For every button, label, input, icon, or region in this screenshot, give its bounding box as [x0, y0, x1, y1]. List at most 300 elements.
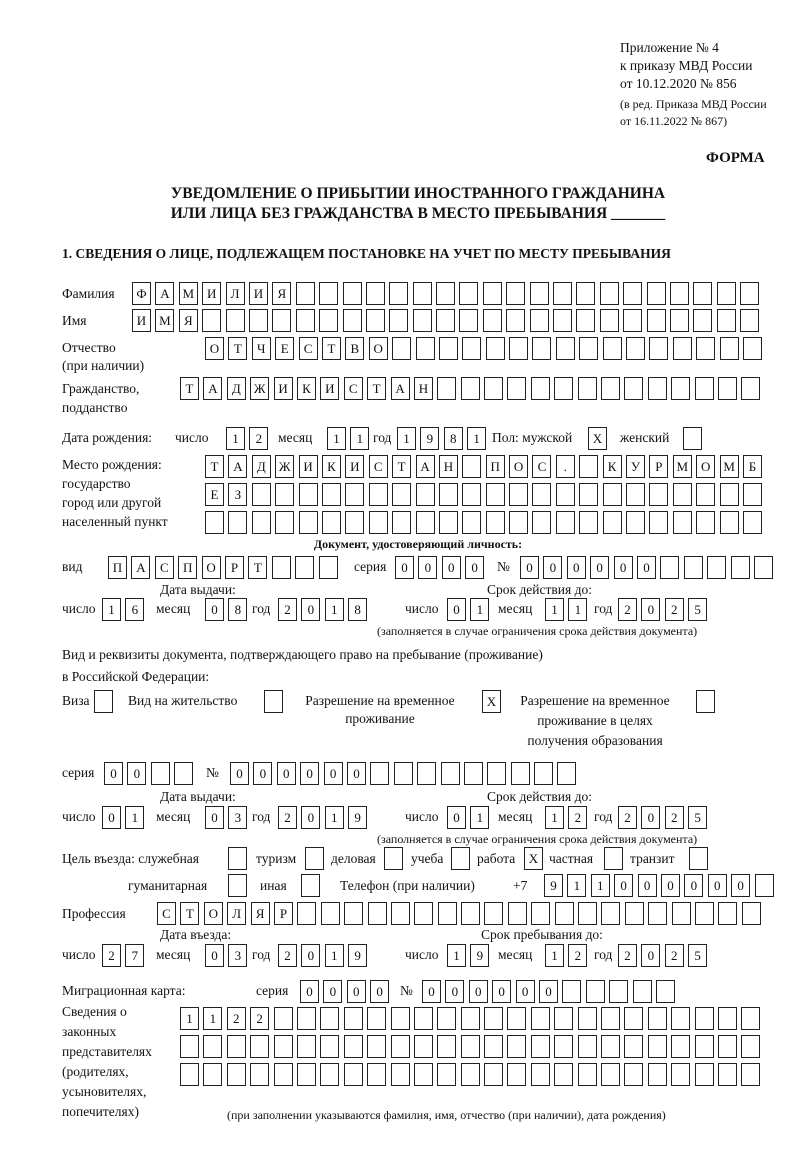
- char-cell[interactable]: 0: [442, 556, 461, 579]
- char-cell[interactable]: [671, 1035, 690, 1058]
- char-cell[interactable]: [695, 1035, 714, 1058]
- char-cell[interactable]: .: [556, 455, 575, 478]
- char-cell[interactable]: [322, 483, 341, 506]
- char-cell[interactable]: 0: [230, 762, 249, 785]
- char-cell[interactable]: [461, 902, 480, 925]
- char-cell[interactable]: [299, 511, 318, 534]
- name-field[interactable]: [132, 309, 764, 332]
- char-cell[interactable]: [647, 282, 666, 305]
- char-cell[interactable]: [707, 556, 726, 579]
- char-cell[interactable]: [461, 377, 480, 400]
- char-cell[interactable]: [624, 1035, 643, 1058]
- char-cell[interactable]: [392, 337, 411, 360]
- char-cell[interactable]: [648, 902, 667, 925]
- char-cell[interactable]: [649, 337, 668, 360]
- char-cell[interactable]: [272, 309, 291, 332]
- char-cell[interactable]: П: [486, 455, 505, 478]
- char-cell[interactable]: 3: [228, 944, 247, 967]
- char-cell[interactable]: 1: [568, 598, 587, 621]
- char-cell[interactable]: М: [179, 282, 198, 305]
- char-cell[interactable]: 0: [347, 980, 366, 1003]
- char-cell[interactable]: А: [131, 556, 150, 579]
- char-cell[interactable]: 0: [102, 806, 121, 829]
- char-cell[interactable]: [633, 980, 652, 1003]
- guardians-field-row2[interactable]: [180, 1035, 765, 1058]
- char-cell[interactable]: [601, 1035, 620, 1058]
- char-cell[interactable]: [506, 309, 525, 332]
- char-cell[interactable]: [319, 309, 338, 332]
- char-cell[interactable]: 2: [665, 598, 684, 621]
- char-cell[interactable]: [297, 902, 316, 925]
- char-cell[interactable]: [367, 1035, 386, 1058]
- purpose-study-checkbox[interactable]: [451, 847, 474, 870]
- char-cell[interactable]: [252, 511, 271, 534]
- char-cell[interactable]: 0: [614, 556, 633, 579]
- char-cell[interactable]: [437, 1035, 456, 1058]
- char-cell[interactable]: [718, 377, 737, 400]
- char-cell[interactable]: [180, 1035, 199, 1058]
- char-cell[interactable]: [414, 902, 433, 925]
- char-cell[interactable]: [600, 309, 619, 332]
- char-cell[interactable]: 5: [688, 944, 707, 967]
- right-series-field[interactable]: [104, 762, 198, 785]
- char-cell[interactable]: С: [369, 455, 388, 478]
- char-cell[interactable]: [553, 309, 572, 332]
- char-cell[interactable]: [174, 762, 193, 785]
- char-cell[interactable]: [228, 874, 247, 897]
- char-cell[interactable]: 0: [301, 944, 320, 967]
- char-cell[interactable]: 1: [350, 427, 369, 450]
- char-cell[interactable]: [369, 511, 388, 534]
- visa-checkbox[interactable]: [94, 690, 117, 713]
- char-cell[interactable]: 0: [277, 762, 296, 785]
- right-issue-year[interactable]: [278, 806, 372, 829]
- id-issue-month[interactable]: [205, 598, 252, 621]
- char-cell[interactable]: [414, 1007, 433, 1030]
- char-cell[interactable]: С: [344, 377, 363, 400]
- char-cell[interactable]: [274, 1035, 293, 1058]
- char-cell[interactable]: [696, 337, 715, 360]
- char-cell[interactable]: [394, 762, 413, 785]
- stay-year[interactable]: [618, 944, 712, 967]
- char-cell[interactable]: [320, 1007, 339, 1030]
- birthplace-field-row3[interactable]: [205, 511, 766, 534]
- char-cell[interactable]: 0: [641, 806, 660, 829]
- right-valid-day[interactable]: [447, 806, 494, 829]
- char-cell[interactable]: [554, 1007, 573, 1030]
- char-cell[interactable]: [695, 902, 714, 925]
- char-cell[interactable]: [369, 483, 388, 506]
- birthplace-field-row2[interactable]: [205, 483, 766, 506]
- char-cell[interactable]: [578, 902, 597, 925]
- stay-month[interactable]: [545, 944, 592, 967]
- char-cell[interactable]: 2: [618, 806, 637, 829]
- char-cell[interactable]: 2: [665, 806, 684, 829]
- char-cell[interactable]: [601, 902, 620, 925]
- char-cell[interactable]: [578, 1007, 597, 1030]
- char-cell[interactable]: [484, 377, 503, 400]
- right-number-field[interactable]: [230, 762, 581, 785]
- char-cell[interactable]: [297, 1007, 316, 1030]
- char-cell[interactable]: 1: [226, 427, 245, 450]
- purpose-business-checkbox[interactable]: [384, 847, 407, 870]
- char-cell[interactable]: [252, 483, 271, 506]
- char-cell[interactable]: К: [322, 455, 341, 478]
- char-cell[interactable]: [414, 1035, 433, 1058]
- char-cell[interactable]: [695, 1063, 714, 1086]
- char-cell[interactable]: И: [132, 309, 151, 332]
- char-cell[interactable]: 0: [516, 980, 535, 1003]
- char-cell[interactable]: [417, 762, 436, 785]
- char-cell[interactable]: [436, 282, 455, 305]
- char-cell[interactable]: [391, 902, 410, 925]
- char-cell[interactable]: [624, 1007, 643, 1030]
- char-cell[interactable]: М: [720, 455, 739, 478]
- char-cell[interactable]: [389, 282, 408, 305]
- char-cell[interactable]: Б: [743, 455, 762, 478]
- char-cell[interactable]: Я: [251, 902, 270, 925]
- char-cell[interactable]: [717, 282, 736, 305]
- id-valid-month[interactable]: [545, 598, 592, 621]
- char-cell[interactable]: [227, 1063, 246, 1086]
- char-cell[interactable]: 5: [688, 806, 707, 829]
- char-cell[interactable]: [579, 455, 598, 478]
- char-cell[interactable]: [624, 377, 643, 400]
- char-cell[interactable]: [656, 980, 675, 1003]
- char-cell[interactable]: [462, 511, 481, 534]
- right-valid-year[interactable]: [618, 806, 712, 829]
- char-cell[interactable]: Р: [225, 556, 244, 579]
- char-cell[interactable]: X: [588, 427, 607, 450]
- char-cell[interactable]: 1: [470, 806, 489, 829]
- char-cell[interactable]: [718, 902, 737, 925]
- char-cell[interactable]: С: [155, 556, 174, 579]
- entry-month[interactable]: [205, 944, 252, 967]
- char-cell[interactable]: 1: [447, 944, 466, 967]
- migration-number-field[interactable]: [422, 980, 679, 1003]
- residence-permit-checkbox[interactable]: [264, 690, 287, 713]
- char-cell[interactable]: [484, 902, 503, 925]
- entry-day[interactable]: [102, 944, 149, 967]
- char-cell[interactable]: [553, 282, 572, 305]
- char-cell[interactable]: [436, 309, 455, 332]
- char-cell[interactable]: А: [391, 377, 410, 400]
- id-issue-year[interactable]: [278, 598, 372, 621]
- char-cell[interactable]: 0: [638, 874, 657, 897]
- right-issue-day[interactable]: [102, 806, 149, 829]
- purpose-transit-checkbox[interactable]: [689, 847, 712, 870]
- char-cell[interactable]: 0: [301, 598, 320, 621]
- char-cell[interactable]: И: [274, 377, 293, 400]
- char-cell[interactable]: [439, 511, 458, 534]
- char-cell[interactable]: [673, 483, 692, 506]
- char-cell[interactable]: К: [297, 377, 316, 400]
- char-cell[interactable]: 0: [418, 556, 437, 579]
- char-cell[interactable]: 0: [205, 806, 224, 829]
- char-cell[interactable]: [623, 282, 642, 305]
- char-cell[interactable]: 2: [568, 806, 587, 829]
- char-cell[interactable]: [484, 1007, 503, 1030]
- char-cell[interactable]: [695, 377, 714, 400]
- char-cell[interactable]: [297, 1063, 316, 1086]
- char-cell[interactable]: 0: [301, 806, 320, 829]
- id-type-field[interactable]: [108, 556, 342, 579]
- temp-residence-edu-checkbox[interactable]: [696, 690, 719, 713]
- char-cell[interactable]: Я: [179, 309, 198, 332]
- char-cell[interactable]: Ж: [275, 455, 294, 478]
- char-cell[interactable]: [531, 902, 550, 925]
- birthplace-field-row1[interactable]: [205, 455, 766, 478]
- char-cell[interactable]: [720, 511, 739, 534]
- char-cell[interactable]: [486, 511, 505, 534]
- char-cell[interactable]: [601, 1007, 620, 1030]
- char-cell[interactable]: [366, 282, 385, 305]
- id-issue-day[interactable]: [102, 598, 149, 621]
- char-cell[interactable]: [484, 1035, 503, 1058]
- char-cell[interactable]: [462, 455, 481, 478]
- char-cell[interactable]: [625, 902, 644, 925]
- char-cell[interactable]: Д: [227, 377, 246, 400]
- char-cell[interactable]: В: [345, 337, 364, 360]
- char-cell[interactable]: [720, 483, 739, 506]
- char-cell[interactable]: И: [202, 282, 221, 305]
- char-cell[interactable]: 9: [420, 427, 439, 450]
- char-cell[interactable]: [441, 762, 460, 785]
- char-cell[interactable]: 0: [447, 806, 466, 829]
- char-cell[interactable]: [439, 337, 458, 360]
- char-cell[interactable]: 0: [492, 980, 511, 1003]
- char-cell[interactable]: 0: [127, 762, 146, 785]
- char-cell[interactable]: [578, 1035, 597, 1058]
- phone-field[interactable]: [544, 874, 778, 897]
- char-cell[interactable]: 8: [348, 598, 367, 621]
- char-cell[interactable]: И: [249, 282, 268, 305]
- char-cell[interactable]: 2: [278, 598, 297, 621]
- char-cell[interactable]: 0: [465, 556, 484, 579]
- char-cell[interactable]: И: [320, 377, 339, 400]
- char-cell[interactable]: 2: [568, 944, 587, 967]
- char-cell[interactable]: [343, 309, 362, 332]
- sex-male-checkbox[interactable]: [588, 427, 611, 450]
- char-cell[interactable]: [603, 511, 622, 534]
- profession-field[interactable]: [157, 902, 765, 925]
- char-cell[interactable]: Т: [322, 337, 341, 360]
- char-cell[interactable]: О: [369, 337, 388, 360]
- char-cell[interactable]: [227, 1035, 246, 1058]
- char-cell[interactable]: [554, 1063, 573, 1086]
- char-cell[interactable]: [367, 1007, 386, 1030]
- char-cell[interactable]: Ж: [250, 377, 269, 400]
- char-cell[interactable]: [391, 1007, 410, 1030]
- char-cell[interactable]: [578, 377, 597, 400]
- surname-field[interactable]: [132, 282, 764, 305]
- char-cell[interactable]: [413, 309, 432, 332]
- char-cell[interactable]: И: [299, 455, 318, 478]
- char-cell[interactable]: 0: [445, 980, 464, 1003]
- char-cell[interactable]: 1: [545, 944, 564, 967]
- char-cell[interactable]: 1: [397, 427, 416, 450]
- birth-month-field[interactable]: [327, 427, 374, 450]
- char-cell[interactable]: [532, 337, 551, 360]
- char-cell[interactable]: [731, 556, 750, 579]
- char-cell[interactable]: [319, 556, 338, 579]
- char-cell[interactable]: [274, 1007, 293, 1030]
- char-cell[interactable]: [604, 847, 623, 870]
- char-cell[interactable]: [295, 556, 314, 579]
- char-cell[interactable]: [609, 980, 628, 1003]
- char-cell[interactable]: [741, 1063, 760, 1086]
- right-valid-month[interactable]: [545, 806, 592, 829]
- char-cell[interactable]: 1: [467, 427, 486, 450]
- char-cell[interactable]: [437, 1007, 456, 1030]
- char-cell[interactable]: [741, 1007, 760, 1030]
- char-cell[interactable]: Т: [392, 455, 411, 478]
- birth-day-field[interactable]: [226, 427, 273, 450]
- char-cell[interactable]: 2: [618, 944, 637, 967]
- char-cell[interactable]: [228, 847, 247, 870]
- char-cell[interactable]: [648, 1007, 667, 1030]
- birth-year-field[interactable]: [397, 427, 491, 450]
- char-cell[interactable]: 0: [641, 944, 660, 967]
- char-cell[interactable]: [696, 483, 715, 506]
- char-cell[interactable]: 1: [327, 427, 346, 450]
- char-cell[interactable]: [459, 282, 478, 305]
- char-cell[interactable]: [368, 902, 387, 925]
- char-cell[interactable]: 1: [125, 806, 144, 829]
- char-cell[interactable]: [464, 762, 483, 785]
- char-cell[interactable]: [670, 309, 689, 332]
- char-cell[interactable]: 0: [347, 762, 366, 785]
- char-cell[interactable]: 3: [228, 806, 247, 829]
- char-cell[interactable]: [437, 377, 456, 400]
- char-cell[interactable]: [203, 1063, 222, 1086]
- char-cell[interactable]: 0: [324, 762, 343, 785]
- char-cell[interactable]: [345, 511, 364, 534]
- char-cell[interactable]: [530, 282, 549, 305]
- char-cell[interactable]: [648, 377, 667, 400]
- char-cell[interactable]: [741, 1035, 760, 1058]
- id-series-field[interactable]: [395, 556, 489, 579]
- char-cell[interactable]: 1: [567, 874, 586, 897]
- char-cell[interactable]: 0: [567, 556, 586, 579]
- char-cell[interactable]: [343, 282, 362, 305]
- char-cell[interactable]: Е: [275, 337, 294, 360]
- purpose-other-checkbox[interactable]: [301, 874, 324, 897]
- char-cell[interactable]: 1: [325, 598, 344, 621]
- char-cell[interactable]: Т: [248, 556, 267, 579]
- id-valid-year[interactable]: [618, 598, 712, 621]
- char-cell[interactable]: О: [204, 902, 223, 925]
- char-cell[interactable]: [532, 483, 551, 506]
- char-cell[interactable]: Е: [205, 483, 224, 506]
- char-cell[interactable]: [754, 556, 773, 579]
- char-cell[interactable]: [508, 902, 527, 925]
- char-cell[interactable]: [507, 1007, 526, 1030]
- char-cell[interactable]: [391, 1035, 410, 1058]
- char-cell[interactable]: 0: [684, 874, 703, 897]
- char-cell[interactable]: 5: [688, 598, 707, 621]
- char-cell[interactable]: [344, 1007, 363, 1030]
- char-cell[interactable]: П: [108, 556, 127, 579]
- char-cell[interactable]: И: [345, 455, 364, 478]
- char-cell[interactable]: [531, 377, 550, 400]
- char-cell[interactable]: 0: [731, 874, 750, 897]
- char-cell[interactable]: [506, 282, 525, 305]
- char-cell[interactable]: 0: [253, 762, 272, 785]
- char-cell[interactable]: [462, 337, 481, 360]
- migration-series-field[interactable]: [300, 980, 394, 1003]
- char-cell[interactable]: [689, 847, 708, 870]
- char-cell[interactable]: Д: [252, 455, 271, 478]
- char-cell[interactable]: [228, 511, 247, 534]
- char-cell[interactable]: [509, 511, 528, 534]
- char-cell[interactable]: 9: [348, 944, 367, 967]
- char-cell[interactable]: [740, 309, 759, 332]
- char-cell[interactable]: [693, 282, 712, 305]
- char-cell[interactable]: Л: [227, 902, 246, 925]
- char-cell[interactable]: [226, 309, 245, 332]
- char-cell[interactable]: [649, 483, 668, 506]
- char-cell[interactable]: Р: [649, 455, 668, 478]
- char-cell[interactable]: [531, 1035, 550, 1058]
- char-cell[interactable]: 2: [250, 1007, 269, 1030]
- char-cell[interactable]: Т: [180, 377, 199, 400]
- char-cell[interactable]: С: [299, 337, 318, 360]
- char-cell[interactable]: [601, 377, 620, 400]
- char-cell[interactable]: [671, 377, 690, 400]
- char-cell[interactable]: [693, 309, 712, 332]
- char-cell[interactable]: [392, 511, 411, 534]
- char-cell[interactable]: 0: [205, 598, 224, 621]
- char-cell[interactable]: [696, 511, 715, 534]
- char-cell[interactable]: [743, 337, 762, 360]
- char-cell[interactable]: 2: [227, 1007, 246, 1030]
- char-cell[interactable]: [203, 1035, 222, 1058]
- char-cell[interactable]: [202, 309, 221, 332]
- char-cell[interactable]: [151, 762, 170, 785]
- char-cell[interactable]: [370, 762, 389, 785]
- char-cell[interactable]: [180, 1063, 199, 1086]
- char-cell[interactable]: Р: [274, 902, 293, 925]
- char-cell[interactable]: М: [155, 309, 174, 332]
- char-cell[interactable]: [320, 1035, 339, 1058]
- char-cell[interactable]: [531, 1063, 550, 1086]
- char-cell[interactable]: 1: [545, 806, 564, 829]
- char-cell[interactable]: [534, 762, 553, 785]
- char-cell[interactable]: [275, 483, 294, 506]
- char-cell[interactable]: 6: [125, 598, 144, 621]
- char-cell[interactable]: [345, 483, 364, 506]
- purpose-tourism-checkbox[interactable]: [305, 847, 328, 870]
- char-cell[interactable]: Н: [439, 455, 458, 478]
- char-cell[interactable]: [579, 337, 598, 360]
- char-cell[interactable]: 0: [205, 944, 224, 967]
- char-cell[interactable]: [509, 337, 528, 360]
- char-cell[interactable]: 0: [641, 598, 660, 621]
- char-cell[interactable]: [695, 1007, 714, 1030]
- char-cell[interactable]: [673, 337, 692, 360]
- char-cell[interactable]: [320, 1063, 339, 1086]
- char-cell[interactable]: [483, 282, 502, 305]
- char-cell[interactable]: [755, 874, 774, 897]
- char-cell[interactable]: [413, 282, 432, 305]
- char-cell[interactable]: 1: [470, 598, 489, 621]
- char-cell[interactable]: X: [524, 847, 543, 870]
- char-cell[interactable]: 1: [102, 598, 121, 621]
- char-cell[interactable]: [718, 1007, 737, 1030]
- char-cell[interactable]: Н: [414, 377, 433, 400]
- char-cell[interactable]: [451, 847, 470, 870]
